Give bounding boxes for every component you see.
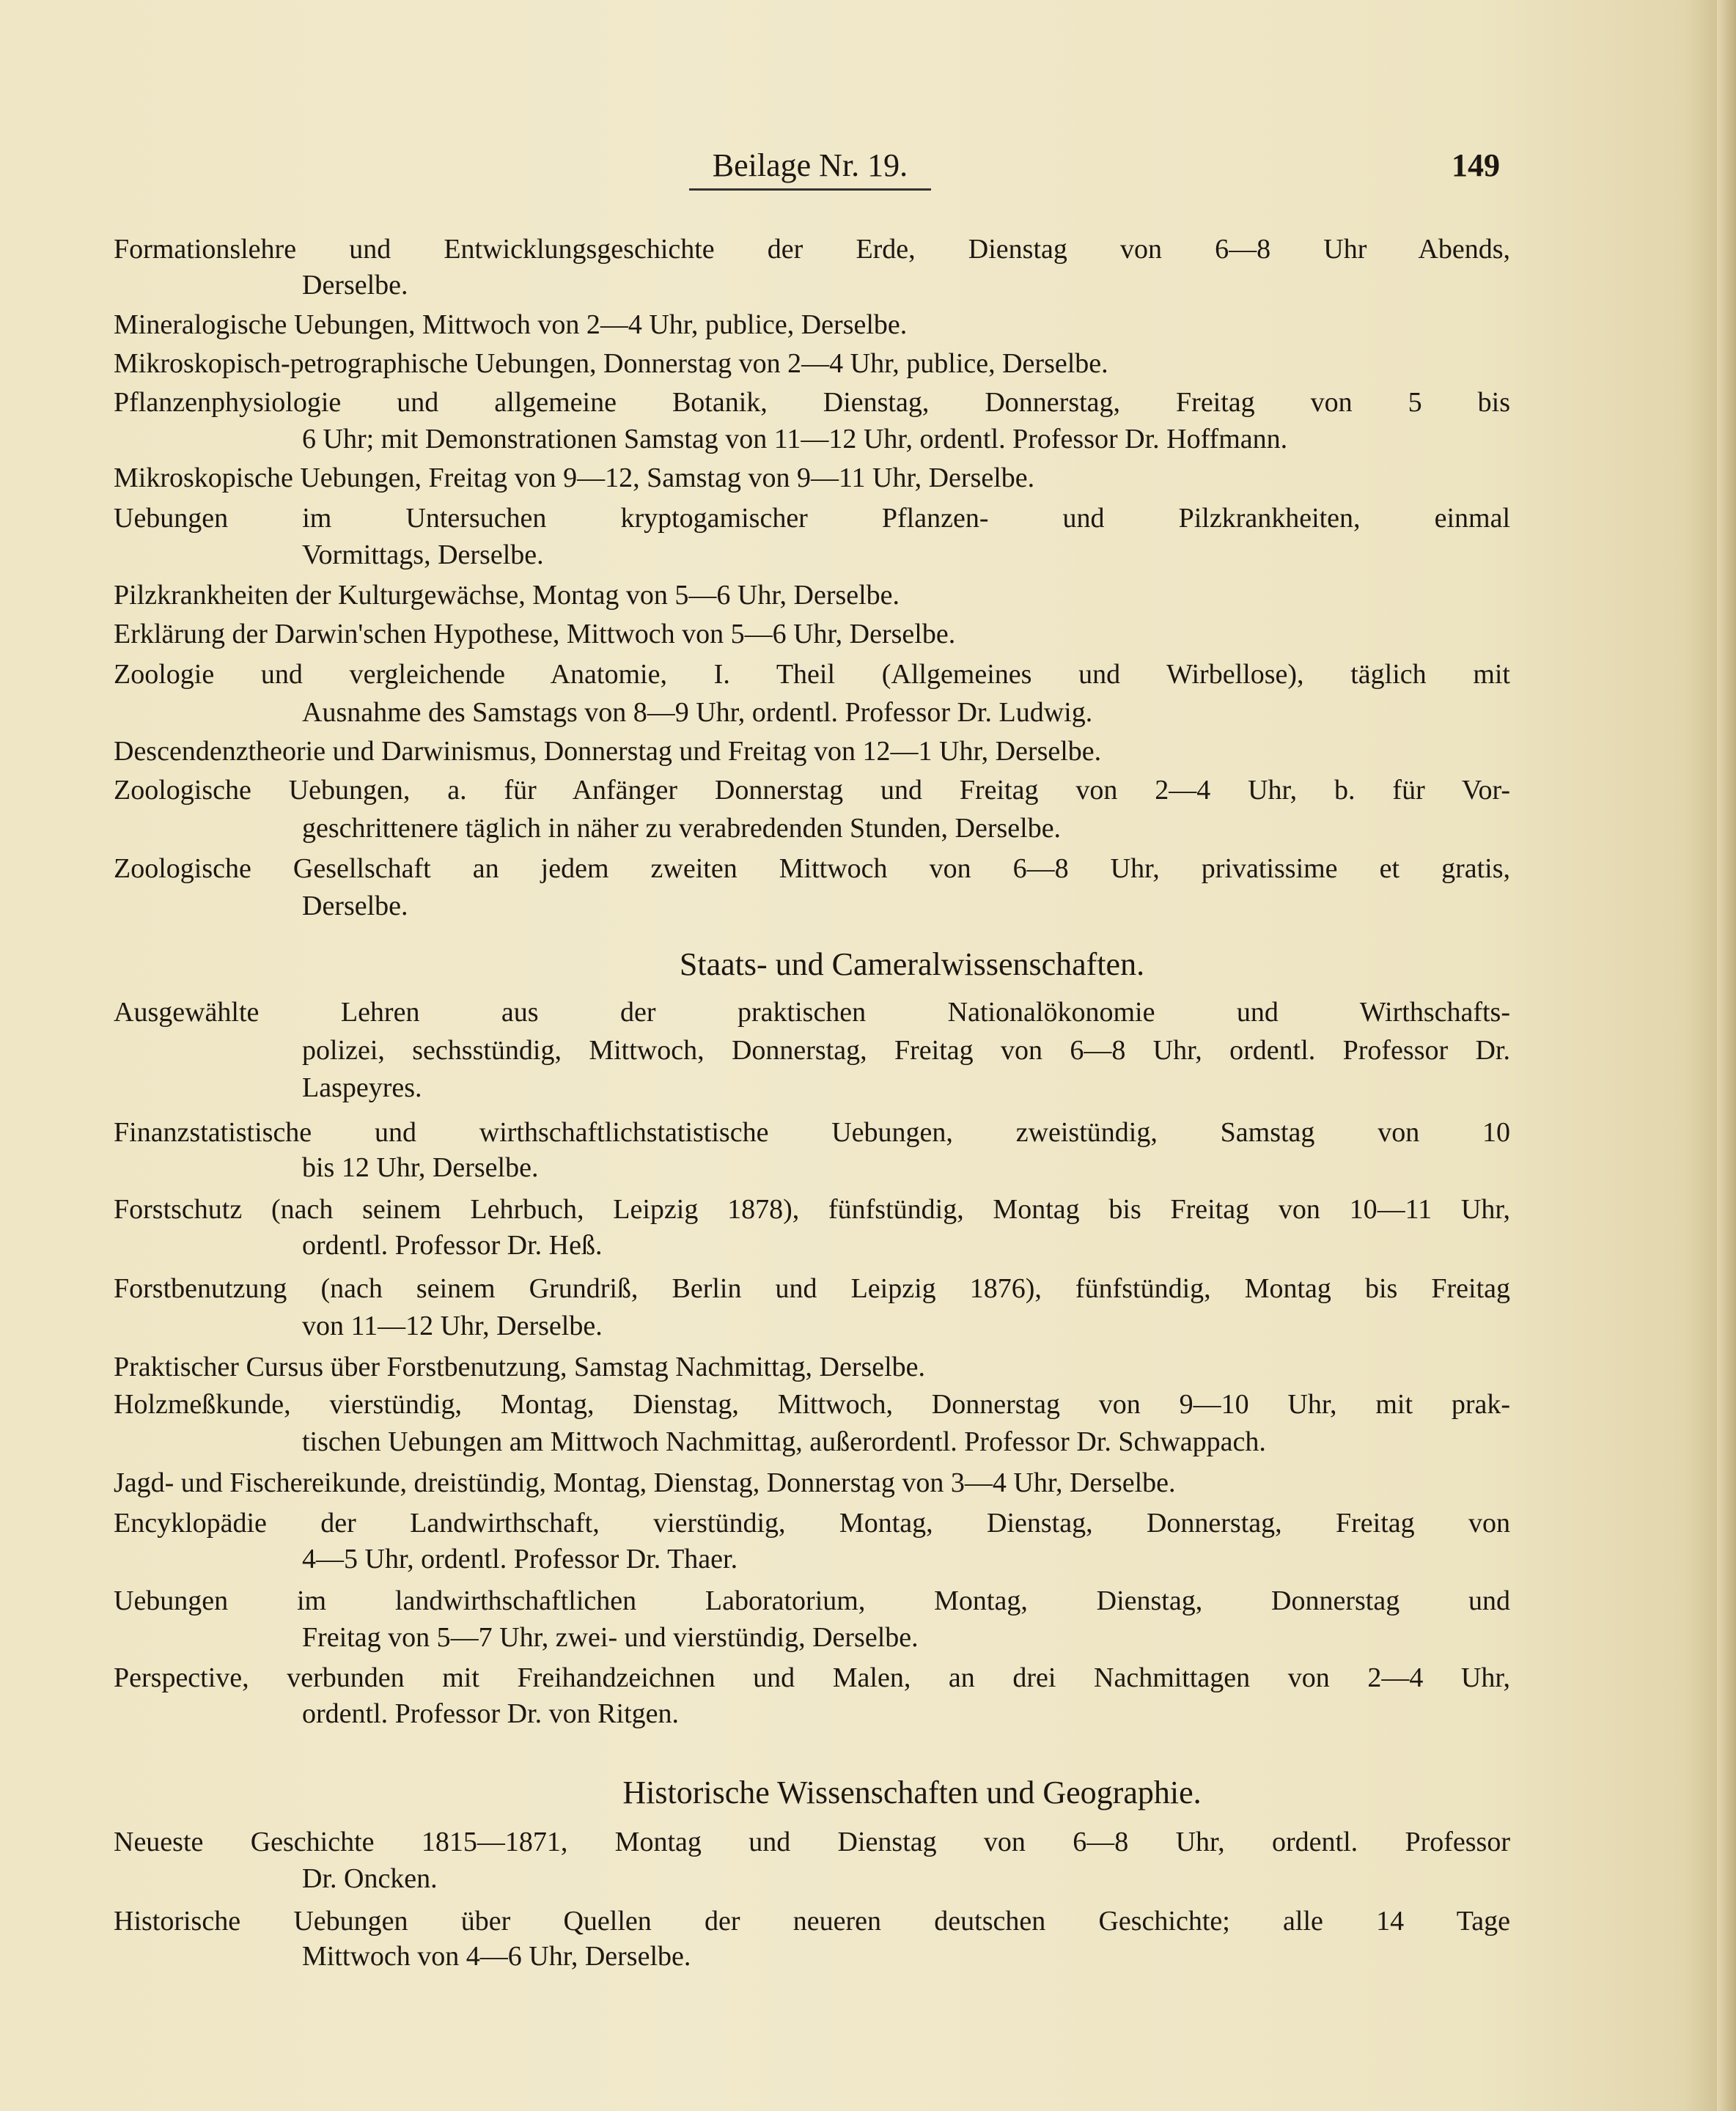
course-entry-continuation: ordentl. Professor Dr. von Ritgen. (302, 1698, 680, 1729)
course-entry-line: Mikroskopisch-petrographische Uebungen, Donnerstag von 2—4 Uhr, publice, Derselbe. (114, 348, 1108, 379)
course-entry-continuation: Ausnahme des Samstags von 8—9 Uhr, ordentl. Professor Dr. Ludwig. (302, 697, 1093, 728)
running-header-title: Beilage Nr. 19. (689, 147, 931, 191)
section-heading: Staats- und Cameralwissenschaften. (679, 946, 1145, 982)
course-entry-line: Encyklopädie der Landwirthschaft, vierstündig, Montag, Dienstag, Donnerstag, Freitag von (114, 1508, 1510, 1539)
course-entry-line: Praktischer Cursus über Forstbenutzung, Samstag Nachmittag, Derselbe. (114, 1352, 926, 1382)
course-entry-line: Pflanzenphysiologie und allgemeine Botanik, Dienstag, Donnerstag, Freitag von 5 bis (114, 387, 1510, 418)
course-entry-line: Uebungen im landwirthschaftlichen Laboratorium, Montag, Dienstag, Donnerstag und (114, 1585, 1510, 1616)
course-entry-line: Mineralogische Uebungen, Mittwoch von 2—4 Uhr, publice, Derselbe. (114, 309, 908, 340)
course-entry-continuation: Mittwoch von 4—6 Uhr, Derselbe. (302, 1941, 691, 1972)
course-entry-line: Jagd- und Fischereikunde, dreistündig, Montag, Dienstag, Donnerstag von 3—4 Uhr, Derselbe. (114, 1467, 1176, 1498)
course-entry-line: Zoologie und vergleichende Anatomie, I. Theil (Allgemeines und Wirbellose), täglich mit (114, 659, 1510, 690)
course-entry-continuation: geschrittenere täglich in näher zu verabredenden Stunden, Derselbe. (302, 813, 1062, 844)
course-entry-line: Pilzkrankheiten der Kulturgewächse, Montag von 5—6 Uhr, Derselbe. (114, 580, 900, 611)
course-entry-continuation: Derselbe. (302, 270, 408, 301)
course-entry-line: Uebungen im Untersuchen kryptogamischer Pflanzen- und Pilzkrankheiten, einmal (114, 503, 1510, 534)
course-entry-line: Holzmeßkunde, vierstündig, Montag, Dienstag, Mittwoch, Donnerstag von 9—10 Uhr, mit prak- (114, 1389, 1510, 1420)
course-entry-line: Perspective, verbunden mit Freihandzeichnen und Malen, an drei Nachmittagen von 2—4 Uhr, (114, 1662, 1510, 1693)
course-entry-continuation: bis 12 Uhr, Derselbe. (302, 1152, 539, 1183)
page-number: 149 (1452, 147, 1500, 183)
course-entry-continuation: Laspeyres. (302, 1072, 422, 1103)
course-entry-continuation: 4—5 Uhr, ordentl. Professor Dr. Thaer. (302, 1544, 738, 1574)
course-entry-line: Forstschutz (nach seinem Lehrbuch, Leipzig 1878), fünfstündig, Montag bis Freitag von 10—11 Uhr, (114, 1194, 1510, 1225)
course-entry-continuation: Vormittags, Derselbe. (302, 539, 544, 570)
course-entry-line: Zoologische Gesellschaft an jedem zweiten Mittwoch von 6—8 Uhr, privatissime et gratis, (114, 853, 1510, 884)
course-entry-line: Forstbenutzung (nach seinem Grundriß, Berlin und Leipzig 1876), fünfstündig, Montag bis Freitag (114, 1273, 1510, 1304)
course-entry-line: Zoologische Uebungen, a. für Anfänger Donnerstag und Freitag von 2—4 Uhr, b. für Vor- (114, 775, 1510, 806)
course-entry-continuation: Derselbe. (302, 891, 408, 921)
course-entry-continuation: polizei, sechsstündig, Mittwoch, Donnerstag, Freitag von 6—8 Uhr, ordentl. Professor Dr. (302, 1035, 1510, 1066)
course-entry-continuation: Dr. Oncken. (302, 1863, 438, 1894)
course-entry-line: Erklärung der Darwin'schen Hypothese, Mittwoch von 5—6 Uhr, Derselbe. (114, 619, 956, 649)
course-entry-line: Ausgewählte Lehren aus der praktischen Nationalökonomie und Wirthschafts- (114, 997, 1510, 1028)
course-entry-line: Finanzstatistische und wirthschaftlichstatistische Uebungen, zweistündig, Samstag von 10 (114, 1117, 1510, 1148)
course-entry-continuation: tischen Uebungen am Mittwoch Nachmittag, außerordentl. Professor Dr. Schwappach. (302, 1426, 1266, 1457)
course-entry-continuation: Freitag von 5—7 Uhr, zwei- und vierstündig, Derselbe. (302, 1622, 919, 1653)
course-entry-line: Formationslehre und Entwicklungsgeschichte der Erde, Dienstag von 6—8 Uhr Abends, (114, 234, 1510, 265)
course-entry-continuation: ordentl. Professor Dr. Heß. (302, 1230, 603, 1261)
section-heading: Historische Wissenschaften und Geographie. (622, 1775, 1202, 1810)
course-entry-line: Neueste Geschichte 1815—1871, Montag und Dienstag von 6—8 Uhr, ordentl. Professor (114, 1827, 1510, 1857)
course-entry-line: Historische Uebungen über Quellen der neueren deutschen Geschichte; alle 14 Tage (114, 1906, 1510, 1937)
course-entry-line: Mikroskopische Uebungen, Freitag von 9—12, Samstag von 9—11 Uhr, Derselbe. (114, 463, 1035, 493)
course-entry-line: Descendenztheorie und Darwinismus, Donnerstag und Freitag von 12—1 Uhr, Derselbe. (114, 736, 1102, 767)
course-entry-continuation: von 11—12 Uhr, Derselbe. (302, 1311, 603, 1341)
course-entry-continuation: 6 Uhr; mit Demonstrationen Samstag von 11—12 Uhr, ordentl. Professor Dr. Hoffmann. (302, 424, 1288, 454)
